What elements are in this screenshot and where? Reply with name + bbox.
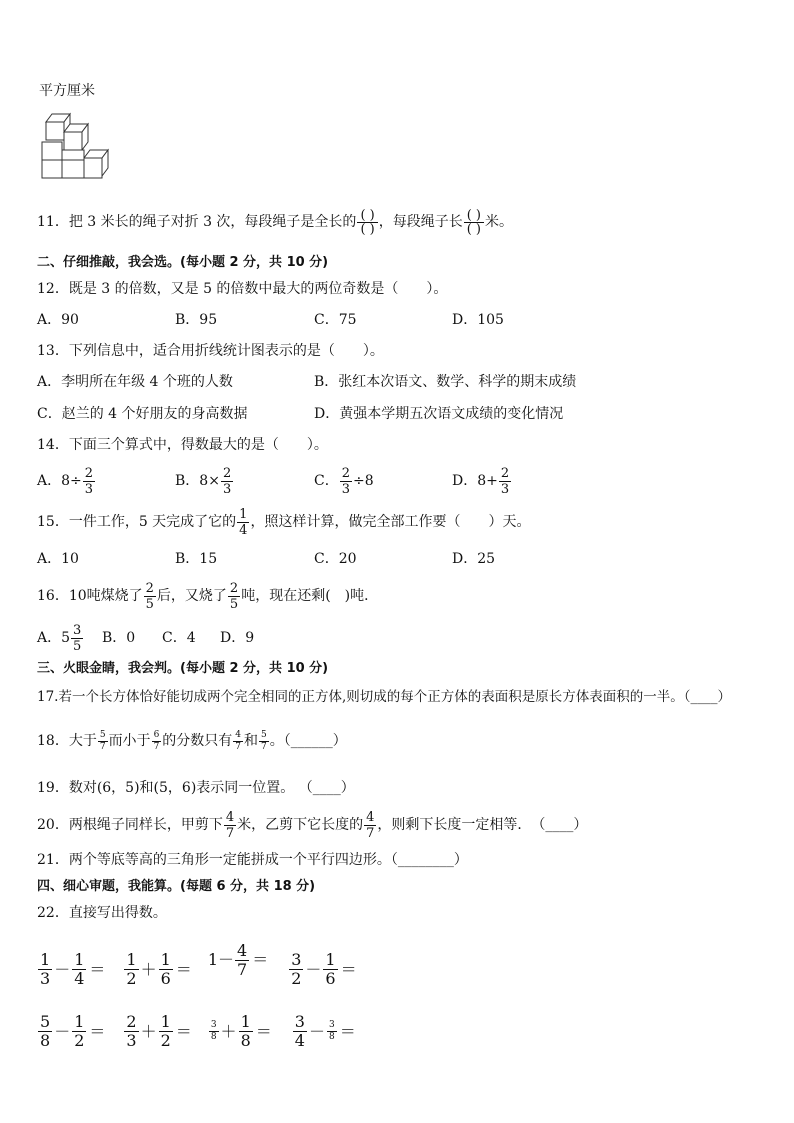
- q13-option-b[interactable]: B．张红本次语文、数学、科学的期末成绩: [314, 374, 577, 390]
- fraction: $\frac{4}{7}$: [237, 940, 248, 979]
- equals-sign: ＝: [255, 1021, 272, 1041]
- fraction: $\frac{1}{8}$: [240, 1012, 251, 1050]
- q16-option-a[interactable]: A．5 $\frac{3}{5}$: [37, 622, 82, 654]
- q14-option-d[interactable]: D．8+ $\frac{2}{3}$: [452, 465, 510, 497]
- q13-option-d[interactable]: D．黄强本学期五次语文成绩的变化情况: [314, 406, 564, 422]
- equals-sign: ＝: [89, 1021, 106, 1041]
- calc-expression: $\frac{5}{8}$ － $\frac{1}{2}$ ＝: [37, 1010, 105, 1054]
- fraction: $\frac{3}{8}$: [210, 1020, 217, 1042]
- fraction: $\frac{3}{8}$: [328, 1020, 335, 1042]
- fraction: $\frac{3}{2}$: [291, 950, 302, 988]
- fraction: $\frac{1}{3}$: [40, 950, 51, 988]
- fraction: $\frac{2}{3}$: [84, 465, 94, 497]
- question-14-stem: 14．下面三个算式中，得数最大的是（ ）。: [37, 437, 328, 453]
- question-19: 19．数对(6，5)和(5，6)表示同一位置。 （____）: [37, 780, 355, 796]
- fraction: $\frac{2}{5}$: [145, 580, 154, 612]
- q16-option-c[interactable]: C．4: [162, 630, 196, 646]
- equals-sign: ＝: [175, 959, 192, 979]
- q16-option-b[interactable]: B．0: [102, 630, 136, 646]
- equals-sign: ＝: [340, 959, 357, 979]
- q15-option-d[interactable]: D．25: [452, 551, 496, 567]
- fraction: $\frac{1}{4}$: [239, 506, 248, 538]
- calc-expression: 1－ $\frac{4}{7}$ ＝: [208, 938, 268, 982]
- fraction: $\frac{2}{3}$: [222, 465, 232, 497]
- section-4-heading: 四、细心审题，我能算。(每题 6 分，共 18 分): [37, 879, 316, 894]
- section-3-heading: 三、火眼金睛，我会判。(每小题 2 分，共 10 分): [37, 661, 329, 676]
- calc-expression: $\frac{2}{3}$ ＋ $\frac{1}{2}$ ＝: [123, 1010, 191, 1054]
- fraction: $\frac{2}{3}$: [500, 465, 510, 497]
- fraction: $\frac{2}{5}$: [229, 580, 239, 612]
- section-2-heading: 二、仔细推敲，我会选。(每小题 2 分，共 10 分): [37, 255, 329, 270]
- fraction: $\frac{2}{3}$: [126, 1012, 137, 1050]
- fraction: $\frac{1}{6}$: [160, 950, 171, 988]
- question-21: 21．两个等底等高的三角形一定能拼成一个平行四边形。（________）: [37, 852, 468, 868]
- question-12-stem: 12．既是 3 的倍数，又是 5 的倍数中最大的两位奇数是（ ）。: [37, 281, 448, 297]
- calc-row-1: [37, 938, 357, 992]
- q14-option-a[interactable]: A．8÷ $\frac{2}{3}$: [37, 465, 94, 497]
- question-16-stem: 16．10吨煤烧了 $\frac{2}{5}$ 后，又烧了 $\frac{2}{5}$ 吨，现在还剩( )吨．: [37, 580, 379, 612]
- equals-sign: ＝: [252, 950, 269, 969]
- q15-option-b[interactable]: B．15: [175, 551, 218, 567]
- fraction: $\frac{2}{3}$: [341, 465, 350, 497]
- question-11: [37, 202, 513, 242]
- q14-option-b[interactable]: B．8× $\frac{2}{3}$: [175, 465, 232, 497]
- q12-option-d[interactable]: D．105: [452, 312, 504, 328]
- equals-sign: ＝: [175, 1021, 192, 1041]
- calc-expression: $\frac{1}{2}$ ＋ $\frac{1}{6}$ ＝: [123, 948, 191, 992]
- fraction: $\frac{1}{6}$: [325, 950, 336, 988]
- fraction: $\frac{1}{2}$: [126, 950, 137, 988]
- question-22: 22．直接写出得数。: [37, 905, 167, 921]
- q12-option-b[interactable]: B．95: [175, 312, 218, 328]
- equals-sign: ＝: [89, 959, 106, 979]
- calc-expression: $\frac{3}{2}$ － $\frac{1}{6}$ ＝: [288, 948, 356, 992]
- fraction: $\frac{1}{2}$: [160, 1012, 171, 1050]
- question-13-stem: 13．下列信息中，适合用折线统计图表示的是（ ）。: [37, 343, 384, 359]
- calc-expression: $\frac{3}{4}$ － $\frac{3}{8}$ ＝: [292, 1010, 356, 1054]
- q11-text-mid: ，每段绳子长: [378, 214, 463, 230]
- q16-option-d[interactable]: D．9: [220, 630, 255, 646]
- fraction: $\frac{1}{2}$: [74, 1012, 85, 1050]
- area-unit-label: 平方厘米: [39, 83, 95, 99]
- question-18: 18．大于 $\frac{5}{7}$ 而小于 $\frac{6}{7}$ 的分数只有 $\frac{4}{7}$ 和 $\frac{5}{7}$ 。（______）: [37, 729, 347, 752]
- fraction: $\frac{1}{4}$: [74, 950, 85, 988]
- calc-row-2: [37, 1000, 356, 1054]
- q12-option-c[interactable]: C．75: [314, 312, 357, 328]
- q13-option-c[interactable]: C．赵兰的 4 个好朋友的身高数据: [37, 406, 248, 422]
- fraction: $\frac{5}{8}$: [40, 1012, 51, 1050]
- q14-option-c[interactable]: C． $\frac{2}{3}$ ÷8: [314, 465, 374, 497]
- q15-option-a[interactable]: A．10: [37, 551, 79, 567]
- fraction-blank: $\frac{( )}{( )}$: [464, 209, 484, 236]
- question-15-stem: 15．一件工作，5 天完成了它的 $\frac{1}{4}$ ，照这样计算，做完全部工作要（ ）天。: [37, 506, 531, 538]
- cube-stack-figure: [40, 110, 116, 182]
- fraction-blank: $\frac{( )}{( )}$: [357, 209, 377, 236]
- q12-option-a[interactable]: A．90: [37, 312, 79, 328]
- q11-text-end: 米。: [485, 214, 513, 230]
- q11-text: 11．把 3 米长的绳子对折 3 次，每段绳子是全长的: [37, 214, 357, 230]
- question-20: 20．两根绳子同样长，甲剪下 $\frac{4}{7}$ 米，乙剪下它长度的 $\frac{4}{7}$ ，则剩下长度一定相等． （____）: [37, 809, 588, 841]
- question-17: 17.若一个长方体恰好能切成两个完全相同的正方体,则切成的每个正方体的表面积是原长方体表面积的一半。（____）: [37, 689, 732, 705]
- calc-expression: $\frac{3}{8}$ ＋ $\frac{1}{8}$ ＝: [208, 1010, 272, 1054]
- q13-option-a[interactable]: A．李明所在年级 4 个班的人数: [37, 374, 233, 390]
- calc-expression: $\frac{1}{3}$ － $\frac{1}{4}$ ＝: [37, 948, 105, 992]
- q15-option-c[interactable]: C．20: [314, 551, 357, 567]
- fraction: $\frac{3}{4}$: [294, 1012, 305, 1050]
- equals-sign: ＝: [339, 1021, 356, 1041]
